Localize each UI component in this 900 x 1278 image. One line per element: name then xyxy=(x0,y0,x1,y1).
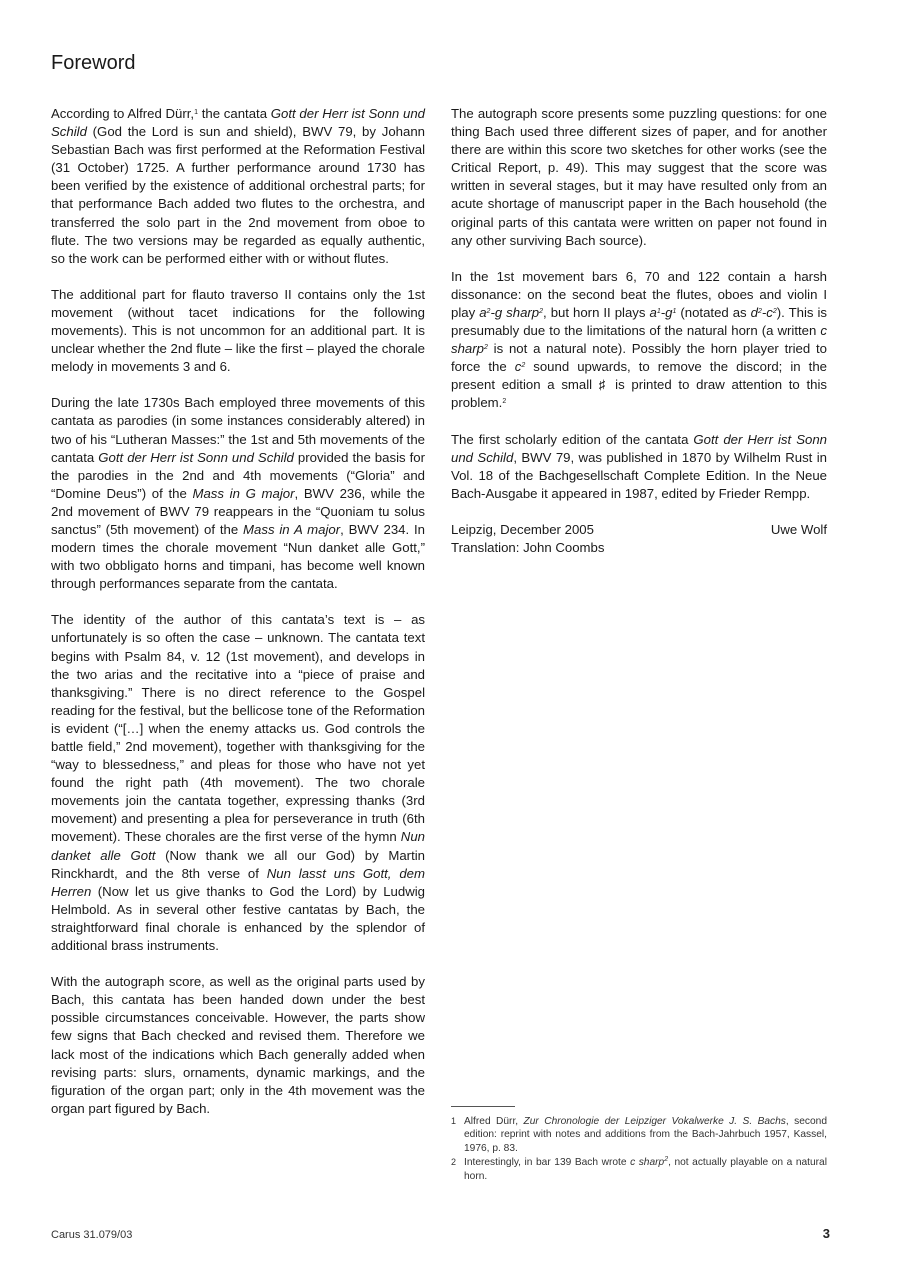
footnote xyxy=(451,1156,827,1183)
left-column xyxy=(51,105,425,1136)
translator-credit: Translation: John Coombs xyxy=(451,539,605,555)
paragraph: The first scholarly edition of the cantata Gott der Herr ist Sonn und Schild, BWV 79, was published in 1870 by Wilhelm Rust in Vol. 18 of the Bachgesellschaft Complete Edition. In the Neue Bach-Ausgabe it appeared in 1987, edited by Frieder Rempp. xyxy=(451,431,827,501)
footnotes xyxy=(451,1106,827,1184)
paragraph: According to Alfred Dürr,$^1$ the cantata Gott der Herr ist Sonn und Schild (God the Lord is sun and shield), BWV 79, by Johann Sebastian Bach was first performed at the Reformation Festival (31 October) 1725. A further performance around 1730 has been verified by the existence of additional orchestral parts; for that performance Bach added two flutes to the orchestra, and transferred the solo part in the 2nd movement from oboe to flute. The two versions may be regarded as equally authentic, so the work can be performed either with or without flutes. xyxy=(51,106,425,266)
footnote-text: Interestingly, in bar 139 Bach wrote c sharp$^2$, not actually playable on a natural horn. xyxy=(464,1156,827,1182)
paragraph: The autograph score presents some puzzling questions: for one thing Bach used three different sizes of paper, and for another there are within this score two sketches for other works (see the Critical Report, p. 49). This may suggest that the score was written in several stages, but it may have resulted only from an acute shortage of manuscript paper in the Bach household (the original parts of this cantata were written on paper not found in any other surviving Bach source). xyxy=(451,106,827,248)
footnote-text: Alfred Dürr, Zur Chronologie der Leipziger Vokalwerke J. S. Bachs, second edition: reprint with notes and additions from the Bach-Jahrbuch 1957, Kassel, 1976, p. 83. xyxy=(464,1116,827,1154)
signature-block xyxy=(451,521,827,557)
right-column xyxy=(451,105,827,557)
paragraph: The identity of the author of this cantata’s text is – as unfortunately is so often the case – unknown. The cantata text begins with Psalm 84, v. 12 (1st movement), and develops in the two arias and the recitative into a “piece of praise and thanksgiving.” There is no direct reference to the Gospel reading for the festival, but the bellicose tone of the Reformation is evident (“[…] when the enemy attacks us. God controls the battle field,” 2nd movement), together with thanksgiving for the “way to blessedness,” and pleas for those who have not yet found the right path (4th movement). The two chorale movements join the cantata together, expressing thanks (3rd movement) and presenting a plea for perseverance in truth (6th movement). These chorales are the first verse of the hymn Nun danket alle Gott (Now thank we all our God) by Martin Rinckhardt, and the 8th verse of Nun lasst uns Gott, dem Herren (Now let us give thanks to God the Lord) by Ludwig Helmbold. As in several other festive cantatas by Bach, the straightforward final chorale is enhanced by the splendor of additional brass instruments. xyxy=(51,612,426,954)
paragraph: The additional part for flauto traverso II contains only the 1st movement (without tacet indications for the following movements). This is not uncommon for an additional part. It is unclear whether the 2nd flute – like the first – played the chorale melody in movements 3 and 6. xyxy=(51,286,425,375)
catalog-number: Carus 31.079/03 xyxy=(51,1229,133,1241)
footnote-number: 1 xyxy=(451,1116,457,1126)
footnote-number: 2 xyxy=(451,1157,457,1168)
place-date: Leipzig, December 2005 xyxy=(451,521,594,537)
page-title: Foreword xyxy=(51,52,136,74)
footnote-rule xyxy=(451,1106,515,1107)
author-name: Uwe Wolf xyxy=(770,521,827,537)
paragraph: In the 1st movement bars 6, 70 and 122 contain a harsh dissonance: on the second beat the flutes, oboes and violin I play $a^2-g$ sharp$^2$, but horn II plays $a^1-g^1$ (notated as $d^2-c^2$). This is presumably due to the limitations of the natural horn (a written c sharp$^2$ is not a natural note). Possibly the horn player tried to force the $c^2$ sound upwards, to remove the discord; in the present edition a small ♯ is printed to draw attention to this problem.$^2$ xyxy=(451,268,827,411)
footnote xyxy=(451,1115,827,1155)
paragraph: During the late 1730s Bach employed three movements of this cantata as parodies (in some instances considerably altered) in two of his “Lutheran Masses:” the 1st and 5th movements of the cantata Gott der Herr ist Sonn und Schild provided the basis for the parodies in the 2nd and 4th movements (“Gloria” and “Domine Deus”) of the Mass in G major, BWV 236, while the 2nd movement of BWV 79 reappears in the “Quoniam tu solus sanctus” (5th movement) of the Mass in A major, BWV 234. In modern times the chorale movement “Nun danket alle Gott,” with two obbligato horns and timpani, has become well known through performances separate from the cantata. xyxy=(51,395,425,592)
page-number: 3 xyxy=(822,1226,830,1241)
paragraph: With the autograph score, as well as the original parts used by Bach, this cantata has been handed down under the best possible circumstances conceivable. However, the parts show few signs that Bach checked and revised them. Therefore we lack most of the indications which Bach generally added when revising parts: slurs, ornaments, dynamic markings, and the figuration of the organ part; only in the 4th movement was the organ part figured by Bach. xyxy=(51,974,425,1116)
